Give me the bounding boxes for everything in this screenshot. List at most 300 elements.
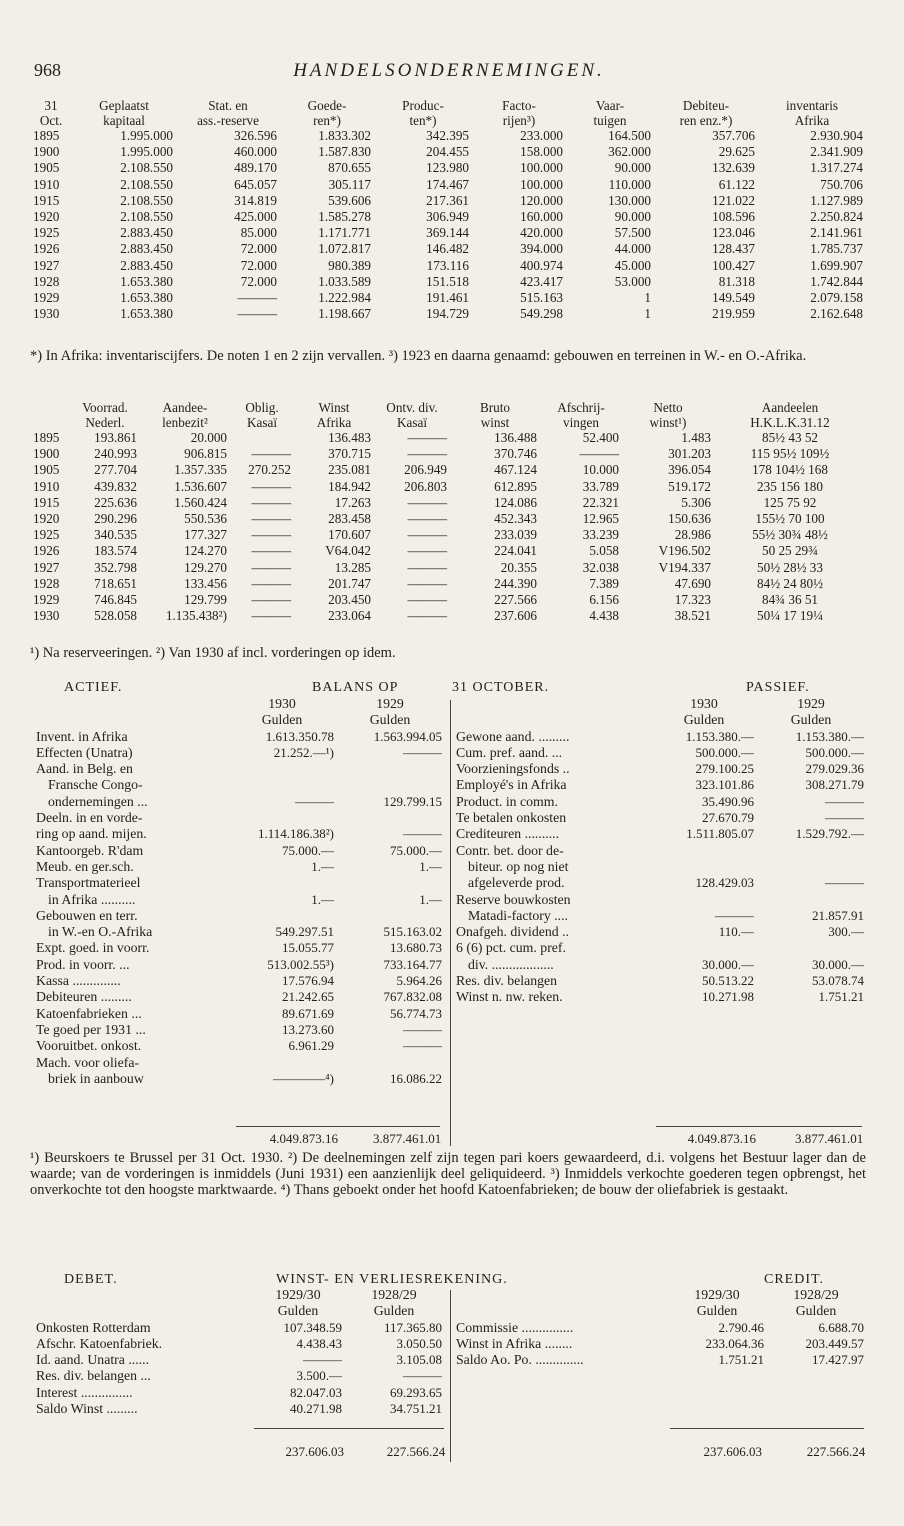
column-header: Bruto	[479, 400, 511, 415]
debet-total-rule	[254, 1428, 444, 1429]
table-cell: 108.596	[712, 209, 755, 225]
ledger-value	[336, 908, 444, 924]
table-cell: 539.606	[328, 192, 371, 208]
table-cell: 151.518	[426, 273, 469, 289]
year-cell: 1930	[33, 306, 60, 322]
ledger-row	[454, 973, 866, 989]
table-cell: 1.653.380	[120, 306, 173, 322]
table-cell: 22.321	[582, 494, 619, 510]
table-cell: 124.086	[494, 494, 537, 510]
table-cell: 125 75 92	[763, 494, 817, 510]
balans-title-left: BALANS OP	[312, 680, 399, 695]
ledger-label: Crediteuren ..........	[456, 826, 560, 842]
ledger-value: 3.105.08	[396, 1352, 442, 1368]
table-cell: 120.000	[520, 192, 563, 208]
table-cell: 452.343	[494, 511, 537, 527]
ledger-value	[652, 892, 756, 908]
ledger-value: 1.563.994.05	[373, 728, 442, 744]
table-cell: 460.000	[234, 144, 277, 160]
column-header: winst	[480, 415, 510, 430]
table-cell: 2.108.550	[120, 209, 173, 225]
table-cell: 439.832	[94, 478, 137, 494]
table-cell: 61.122	[718, 176, 755, 192]
table-cell: ———	[407, 608, 447, 624]
ledger-label: Contr. bet. door de-	[456, 842, 564, 858]
table-cell: ———	[407, 430, 447, 445]
ledger-value: 279.100.25	[695, 761, 754, 777]
table-cell: 235 156 180	[757, 478, 823, 494]
table-cell: 100.000	[520, 176, 563, 192]
table-cell: 206.949	[404, 462, 447, 478]
table-row	[30, 430, 866, 446]
ledger-value	[228, 1055, 336, 1071]
year-header: 1930	[690, 696, 718, 711]
table-cell: 72.000	[240, 257, 277, 273]
ledger-label: Commissie ...............	[456, 1319, 574, 1335]
ledger-value: ————⁴)	[273, 1070, 334, 1086]
table-cell: 519.172	[668, 478, 711, 494]
table-cell: ———	[579, 446, 619, 462]
year-cell: 1920	[33, 511, 60, 527]
ledger-value	[228, 875, 336, 891]
table-cell: 129.270	[184, 559, 227, 575]
ledger-value	[336, 777, 444, 793]
spacer-cell	[34, 1287, 252, 1303]
table-cell: 550.536	[184, 511, 227, 527]
ledger-value: 3.500.—	[296, 1368, 342, 1384]
ledger-row	[34, 1401, 444, 1417]
page-header	[34, 52, 864, 82]
ledger-value: 500.000.—	[695, 744, 754, 760]
table-cell: 2.883.450	[120, 225, 173, 241]
table-cell: 38.521	[674, 608, 711, 624]
ledger-value: ———	[825, 810, 864, 826]
ledger-row	[454, 1320, 866, 1336]
table-cell: 1.560.424	[174, 494, 227, 510]
table-row	[30, 160, 866, 176]
table-cell: 29.625	[718, 144, 755, 160]
column-header: ass.-reserve	[197, 113, 259, 128]
table-cell: 128.437	[712, 241, 755, 257]
table-2-body	[30, 430, 866, 624]
column-header: vingen	[563, 415, 599, 430]
ledger-label: Deeln. in en vorde-	[36, 810, 143, 826]
column-header: Aandeelen	[761, 400, 819, 415]
year-cell: 1895	[33, 128, 60, 143]
column-header: Kasaï	[396, 415, 428, 430]
table-cell: 217.361	[426, 192, 469, 208]
table-cell: 45.000	[614, 257, 651, 273]
year-header-row	[34, 1287, 444, 1303]
ledger-value: 515.163.02	[383, 924, 442, 940]
table-cell: ———	[407, 592, 447, 608]
table-cell: 28.986	[674, 527, 711, 543]
table-cell: 233.064	[328, 608, 371, 624]
ledger-label: Matadi-factory ....	[468, 907, 568, 923]
column-header: kapitaal	[103, 113, 145, 128]
column-header: Netto	[653, 400, 683, 415]
table-cell: 85.000	[240, 225, 277, 241]
table-cell: 326.596	[234, 128, 277, 143]
ledger-row	[34, 1038, 444, 1054]
unit-header-row	[454, 1303, 866, 1319]
column-header: ten*)	[409, 113, 437, 128]
table-cell: 115 95½ 109½	[750, 446, 830, 462]
unit-header: Gulden	[373, 1303, 415, 1319]
ledger-label: 6 (6) pct. cum. pref.	[456, 940, 566, 956]
table-cell: 1	[644, 306, 651, 322]
table-cell: 50½ 28½ 33	[757, 559, 823, 575]
table-row	[30, 462, 866, 478]
table-cell: 2.108.550	[120, 160, 173, 176]
table-cell: 7.389	[589, 575, 619, 591]
ledger-value: ———	[295, 793, 334, 809]
column-header: Ontv. div.	[386, 400, 438, 415]
year-header: 1929/30	[694, 1287, 740, 1302]
ledger-label: afgeleverde prod.	[468, 875, 565, 891]
table-cell: 110.000	[608, 176, 651, 192]
column-header: Aandee-	[162, 400, 208, 415]
page-number: 968	[34, 60, 61, 80]
ledger-value: ———	[403, 826, 442, 842]
table-cell: 870.655	[328, 160, 371, 176]
table-cell: 204.455	[426, 144, 469, 160]
ledger-value: 549.297.51	[275, 924, 334, 940]
table-row	[30, 560, 866, 576]
ledger-label: Debiteuren .........	[36, 989, 132, 1005]
passief-total-rule	[656, 1126, 862, 1127]
table-row	[30, 290, 866, 306]
table-cell: ———	[251, 543, 291, 559]
ledger-row	[34, 908, 444, 924]
table-1-header-row	[30, 98, 866, 113]
table-cell: 750.706	[820, 176, 863, 192]
table-cell: 6.156	[589, 592, 619, 608]
ledger-label: Vooruitbet. onkost.	[36, 1038, 142, 1054]
table-cell: 124.270	[184, 543, 227, 559]
unit-header: Gulden	[790, 712, 832, 728]
table-2-header-row	[30, 400, 866, 415]
table-cell: V64.042	[325, 543, 371, 559]
ledger-row	[454, 924, 866, 940]
table-cell: 20.355	[500, 559, 537, 575]
year-cell: 1928	[33, 273, 60, 289]
ledger-value: ———	[303, 1352, 342, 1368]
year-header: 1929/30	[275, 1287, 321, 1302]
table-cell: 1.833.302	[318, 128, 371, 143]
credit-rows	[454, 1287, 866, 1368]
ledger-label: Interest ...............	[36, 1384, 133, 1400]
column-header: Winst	[318, 400, 350, 415]
ledger-value: 30.000.—	[812, 956, 864, 972]
table-cell: 100.427	[712, 257, 755, 273]
ledger-label: Te betalen onkosten	[456, 810, 567, 826]
column-header: Geplaatst	[99, 98, 149, 113]
table-cell: 1.536.607	[174, 478, 227, 494]
table-row	[30, 209, 866, 225]
ledger-label: ondernemingen ...	[48, 793, 148, 809]
footnote-table-1: *) In Afrika: inventariscijfers. De noten 1 en 2 zijn vervallen. ³) 1923 en daarna genaamd: gebouwen en terreinen in W.- en O.-Afrika.	[30, 348, 807, 364]
ledger-value: ———	[825, 875, 864, 891]
ledger-value: 89.671.69	[282, 1005, 334, 1021]
ledger-label: Cum. pref. aand. ...	[456, 744, 563, 760]
table-cell: 123.980	[426, 160, 469, 176]
table-cell: 33.789	[582, 478, 619, 494]
table-cell: 370.746	[494, 446, 537, 462]
ledger-row	[34, 1385, 444, 1401]
ledger-row	[454, 729, 866, 745]
ledger-row	[34, 1071, 444, 1087]
ledger-row	[34, 875, 444, 891]
table-cell: 1.785.737	[810, 241, 863, 257]
year-cell: 1915	[33, 494, 60, 510]
column-header: Nederl.	[85, 415, 125, 430]
ledger-value: 6.961.29	[288, 1038, 334, 1054]
ledger-value: 30.000.—	[702, 956, 754, 972]
table-cell: 136.488	[494, 430, 537, 445]
ledger-label: Te goed per 1931 ...	[36, 1021, 146, 1037]
year-cell: 1928	[33, 575, 60, 591]
table-cell: 340.535	[94, 527, 137, 543]
table-cell: 178 104½ 168	[752, 462, 828, 478]
table-cell: 225.636	[94, 494, 137, 510]
ledger-value	[228, 908, 336, 924]
table-cell: 1.995.000	[120, 144, 173, 160]
ledger-value: 75.000.—	[282, 842, 334, 858]
ledger-row	[34, 859, 444, 875]
ledger-row	[34, 745, 444, 761]
table-cell: 123.046	[712, 225, 755, 241]
unit-header: Gulden	[369, 712, 411, 728]
ledger-row	[454, 826, 866, 842]
ledger-label: Winst n. nw. reken.	[456, 989, 563, 1005]
ledger-label: Katoenfabrieken ...	[36, 1005, 142, 1021]
ledger-row	[34, 1022, 444, 1038]
table-cell: 129.799	[184, 592, 227, 608]
table-cell: 2.141.961	[810, 225, 863, 241]
table-cell: 33.239	[582, 527, 619, 543]
ledger-label: Res. div. belangen	[456, 973, 558, 989]
ledger-value: 500.000.—	[805, 744, 864, 760]
table-row	[30, 177, 866, 193]
table-cell: 32.038	[582, 559, 619, 575]
table-cell: 423.417	[520, 273, 563, 289]
ledger-label: Reserve bouwkosten	[456, 891, 571, 907]
ledger-value: 1.613.350.78	[265, 728, 334, 744]
ledger-value: 117.365.80	[383, 1319, 442, 1335]
table-cell: 206.803	[404, 478, 447, 494]
table-cell: 1.127.989	[810, 192, 863, 208]
spacer-cell	[454, 712, 652, 728]
table-row	[30, 274, 866, 290]
ledger-row	[454, 777, 866, 793]
table-1-header-row	[30, 113, 866, 128]
balans-center-rule	[450, 700, 451, 1146]
table-cell: 1	[644, 290, 651, 306]
ledger-row	[34, 1320, 444, 1336]
ledger-value	[228, 810, 336, 826]
column-header: Kasaï	[246, 415, 278, 430]
ledger-value: 27.670.79	[702, 810, 754, 826]
table-cell: ———	[251, 478, 291, 494]
ledger-value: 4.438.43	[296, 1335, 342, 1351]
ledger-value	[652, 940, 756, 956]
column-header: Debiteu-	[682, 98, 730, 113]
year-cell: 1900	[33, 144, 60, 160]
table-cell: 177.327	[184, 527, 227, 543]
table-cell	[230, 430, 294, 446]
column-header: ren enz.*)	[679, 113, 733, 128]
column-header: tuigen	[593, 113, 627, 128]
table-cell: 4.438	[589, 608, 619, 624]
table-row	[30, 193, 866, 209]
table-cell: 1.357.335	[174, 462, 227, 478]
ledger-row	[34, 989, 444, 1005]
table-cell: 2.883.450	[120, 257, 173, 273]
ledger-label: in Afrika ..........	[48, 891, 136, 907]
ledger-label: Res. div. belangen ...	[36, 1368, 151, 1384]
table-cell: 1.483	[681, 430, 711, 445]
table-row	[30, 306, 866, 322]
column-header: Voorrad.	[82, 400, 128, 415]
ledger-value: 21.252.—¹)	[273, 744, 334, 760]
spacer-cell	[34, 1303, 252, 1319]
year-cell: 1926	[33, 543, 60, 559]
table-cell: ———	[407, 511, 447, 527]
column-header: Stat. en	[208, 98, 248, 113]
table-cell: 20.000	[190, 430, 227, 445]
ledger-row	[34, 1006, 444, 1022]
ledger-value: ———	[403, 1021, 442, 1037]
table-cell: V196.502	[658, 543, 711, 559]
table-1-header	[30, 98, 866, 128]
ledger-value: 279.029.36	[805, 761, 864, 777]
ledger-value: 203.449.57	[805, 1335, 864, 1351]
ledger-label: in W.-en O.-Afrika	[48, 924, 153, 940]
ledger-row	[34, 924, 444, 940]
ledger-label: Kassa ..............	[36, 973, 121, 989]
column-header: Vaar-	[595, 98, 625, 113]
year-cell: 1910	[33, 176, 60, 192]
year-cell: 1905	[33, 462, 60, 478]
table-cell: 44.000	[614, 241, 651, 257]
ledger-value	[756, 859, 866, 875]
table-cell: 50¼ 17 19¼	[757, 608, 823, 624]
table-cell: 85½ 43 52	[761, 430, 819, 445]
ledger-value	[756, 843, 866, 859]
ledger-row	[454, 859, 866, 875]
table-cell: 425.000	[234, 209, 277, 225]
table-cell: 489.170	[234, 160, 277, 176]
ledger-value: 15.055.77	[282, 940, 334, 956]
running-title: HANDELSONDERNEMINGEN.	[293, 60, 605, 81]
table-cell: 1.222.984	[318, 290, 371, 306]
table-cell: 528.058	[94, 608, 137, 624]
table-cell: 270.252	[248, 462, 291, 478]
table-cell: 17.263	[334, 494, 371, 510]
table-cell: ———	[407, 543, 447, 559]
table-cell: 149.549	[712, 290, 755, 306]
ledger-value	[228, 777, 336, 793]
table-cell: ———	[407, 446, 447, 462]
ledger-label: Saldo Winst .........	[36, 1401, 138, 1417]
column-header: Afschrij-	[557, 400, 605, 415]
ledger-row	[34, 729, 444, 745]
column-header: Afrika	[316, 415, 352, 430]
table-cell: 1.033.589	[318, 273, 371, 289]
ledger-value: 1.153.380.—	[795, 728, 864, 744]
spacer-cell	[454, 696, 652, 712]
table-row	[30, 258, 866, 274]
table-cell: 219.959	[712, 306, 755, 322]
passief-rows	[454, 696, 866, 1006]
year-cell: 1929	[33, 592, 60, 608]
ledger-value: 50.513.22	[702, 973, 754, 989]
ledger-row	[454, 989, 866, 1005]
ledger-value: 35.490.96	[702, 793, 754, 809]
balans-title-right: 31 OCTOBER.	[452, 680, 550, 695]
ledger-value: 767.832.08	[383, 989, 442, 1005]
footnote-balans: ¹) Beurskoers te Brussel per 31 Oct. 1930. ²) De deelnemingen zelf zijn tegen pari koers gewaardeerd, d.i. volgens het Bestuur lager dan de waarde; van de vorderingen is inmiddels (Juni 1931) een aanzienlijk deel geliquideerd. ³) Inmiddels verkochte goederen tegen opbrengst, het onverkochte tot den hoogste marktwaarde. ⁴) Thans geboekt onder het hoofd Katoenfabrieken; de bouw der oliefabriek is gestaakt.	[30, 1150, 866, 1198]
unit-header-row	[454, 712, 866, 728]
table-cell: 1.198.667	[318, 306, 371, 322]
table-cell: 718.651	[94, 575, 137, 591]
unit-header: Gulden	[261, 712, 303, 728]
ledger-value: 129.799.15	[383, 793, 442, 809]
table-cell: 47.690	[674, 575, 711, 591]
ledger-value: 69.293.65	[390, 1384, 442, 1400]
ledger-value: 21.242.65	[282, 989, 334, 1005]
statistics-table-2	[30, 400, 866, 624]
table-cell: 400.974	[520, 257, 563, 273]
table-cell: ———	[251, 527, 291, 543]
table-cell: 133.456	[184, 575, 227, 591]
ledger-value: 2.790.46	[718, 1319, 764, 1335]
year-header-row	[454, 1287, 866, 1303]
statistics-table-1	[30, 98, 866, 322]
table-cell: 170.607	[328, 527, 371, 543]
column-header: Facto-	[502, 98, 536, 113]
actief-rows	[34, 696, 444, 1087]
ledger-row	[34, 1336, 444, 1352]
table-2-header-row	[30, 415, 866, 430]
column-header: rijen³)	[502, 113, 536, 128]
table-cell: 277.704	[94, 462, 137, 478]
table-row	[30, 608, 866, 624]
ledger-value: 1.—	[311, 858, 334, 874]
year-cell: 1895	[33, 430, 60, 445]
table-cell: 283.458	[328, 511, 371, 527]
table-cell: 233.000	[520, 128, 563, 143]
ledger-label: div. ..................	[468, 956, 554, 972]
table-cell: 342.395	[426, 128, 469, 143]
ledger-value: 3.050.50	[396, 1335, 442, 1351]
year-header: 1929	[376, 696, 404, 711]
table-cell: 136.483	[328, 430, 371, 445]
table-cell: 237.606	[494, 608, 537, 624]
table-cell: ———	[407, 559, 447, 575]
ledger-label: Kantoorgeb. R'dam	[36, 842, 144, 858]
table-cell: 1.317.274	[810, 160, 863, 176]
unit-header: Gulden	[277, 1303, 319, 1319]
table-cell: 1.699.907	[810, 257, 863, 273]
ledger-value: 1.—	[419, 891, 442, 907]
ledger-row	[34, 1055, 444, 1071]
table-cell: 746.845	[94, 592, 137, 608]
table-cell: ———	[251, 608, 291, 624]
table-cell: 1.653.380	[120, 273, 173, 289]
ledger-label: Onkosten Rotterdam	[36, 1319, 151, 1335]
